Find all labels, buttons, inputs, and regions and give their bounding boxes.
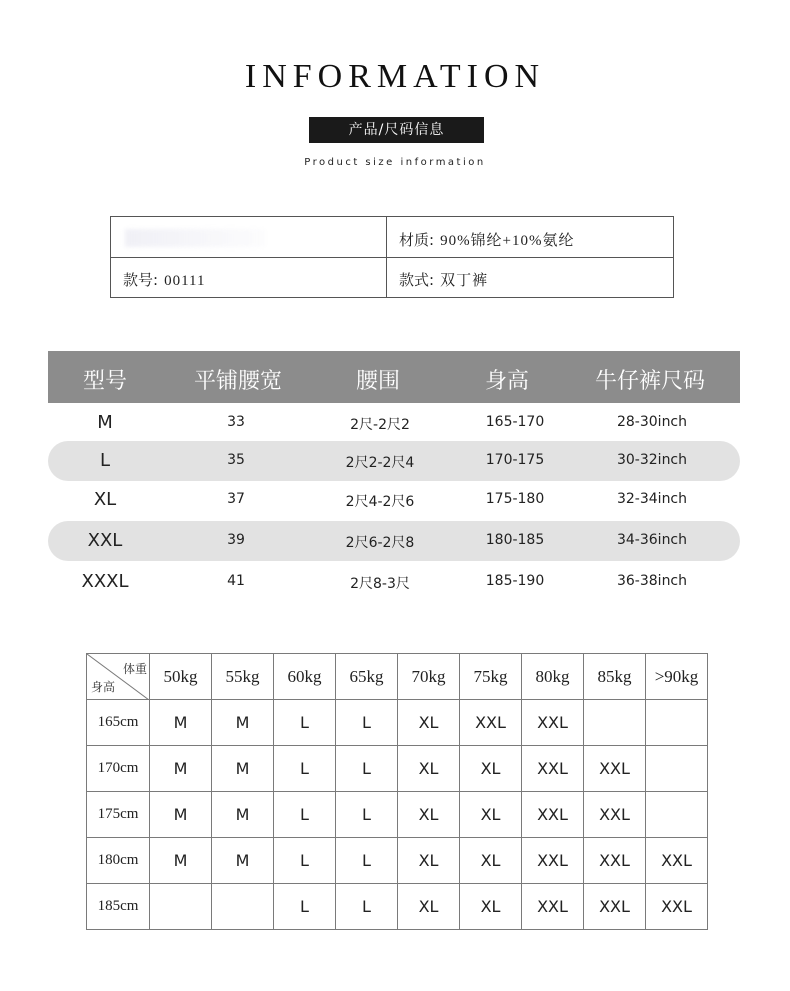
size-model: L (99, 450, 111, 471)
grid-cell: L (336, 838, 398, 884)
grid-cell: XXL (522, 838, 584, 884)
grid-cell: XXL (584, 884, 646, 930)
size-table-header (48, 351, 740, 403)
grid-cell: XL (398, 746, 460, 792)
grid-cell: XL (460, 884, 522, 930)
size-jeans: 32-34inch (616, 491, 688, 507)
grid-cell: L (336, 700, 398, 746)
weight-header: >90kg (646, 654, 708, 700)
grid-cell (646, 700, 708, 746)
size-height: 170-175 (485, 452, 545, 468)
section-badge: 产品/尺码信息 (309, 117, 484, 143)
weight-header: 85kg (584, 654, 646, 700)
weight-header: 80kg (522, 654, 584, 700)
grid-cell: XXL (584, 746, 646, 792)
size-model: XXL (87, 530, 123, 551)
page-title: INFORMATION (244, 58, 546, 95)
grid-corner-cell (87, 654, 150, 700)
header-flat-waist: 平铺腰宽 (193, 369, 283, 394)
grid-cell: XXL (584, 838, 646, 884)
grid-cell: XL (398, 884, 460, 930)
grid-cell (584, 700, 646, 746)
size-waist: 2尺6-2尺8 (345, 535, 415, 551)
grid-cell: L (274, 746, 336, 792)
grid-cell: XXL (522, 700, 584, 746)
size-recommendation-grid (86, 653, 708, 930)
grid-cell: XL (398, 792, 460, 838)
weight-header: 60kg (274, 654, 336, 700)
style-cell (399, 269, 488, 290)
style-no-value: 00111 (164, 273, 206, 289)
grid-cell: XXL (460, 700, 522, 746)
height-header: 185cm (87, 884, 150, 930)
size-height: 180-185 (485, 532, 545, 548)
grid-cell: XXL (522, 746, 584, 792)
grid-cell: L (336, 746, 398, 792)
material-label: 材质: (399, 231, 435, 249)
grid-cell: XXL (522, 884, 584, 930)
grid-cell: XXL (646, 884, 708, 930)
size-row (48, 480, 740, 520)
height-header: 170cm (87, 746, 150, 792)
style-value: 双丁裤 (440, 273, 489, 289)
size-flat-waist: 39 (227, 532, 245, 548)
grid-cell: M (212, 746, 274, 792)
size-jeans: 34-36inch (616, 532, 688, 548)
grid-cell: M (212, 838, 274, 884)
header-jeans-size: 牛仔裤尺码 (594, 369, 706, 394)
grid-cell (212, 884, 274, 930)
size-model: M (97, 412, 113, 433)
grid-cell: L (274, 884, 336, 930)
size-waist: 2尺8-3尺 (350, 576, 410, 592)
grid-cell: M (212, 700, 274, 746)
size-waist: 2尺-2尺2 (350, 417, 410, 433)
grid-cell (150, 884, 212, 930)
grid-cell: XXL (646, 838, 708, 884)
grid-cell: XL (460, 792, 522, 838)
size-height: 185-190 (485, 573, 545, 589)
grid-cell: M (150, 746, 212, 792)
weight-header: 55kg (212, 654, 274, 700)
size-flat-waist: 41 (227, 573, 245, 589)
size-row (48, 403, 740, 443)
style-no-label: 款号: (123, 271, 159, 289)
grid-cell: L (274, 792, 336, 838)
grid-cell: L (336, 884, 398, 930)
height-header: 175cm (87, 792, 150, 838)
grid-cell: M (150, 838, 212, 884)
size-row (48, 441, 740, 481)
size-flat-waist: 37 (227, 491, 245, 507)
size-model: XXXL (81, 571, 129, 592)
product-info-table (110, 216, 674, 298)
grid-cell: XXL (522, 792, 584, 838)
grid-cell: L (274, 700, 336, 746)
material-cell (399, 229, 575, 250)
grid-cell: M (150, 700, 212, 746)
grid-cell: XL (460, 746, 522, 792)
grid-cell: XL (460, 838, 522, 884)
corner-weight-label: 体重 (122, 662, 147, 676)
grid-cell: XXL (584, 792, 646, 838)
size-waist: 2尺4-2尺6 (345, 494, 415, 510)
header-model: 型号 (82, 369, 128, 394)
material-value: 90%锦纶+10%氨纶 (440, 233, 575, 249)
grid-cell: L (336, 792, 398, 838)
corner-height-label: 身高 (91, 680, 116, 694)
size-jeans: 30-32inch (616, 452, 688, 468)
weight-header: 50kg (150, 654, 212, 700)
size-flat-waist: 33 (227, 414, 245, 430)
grid-cell: XL (398, 838, 460, 884)
style-label: 款式: (399, 271, 435, 289)
size-jeans: 36-38inch (616, 573, 688, 589)
size-flat-waist: 35 (227, 452, 245, 468)
grid-cell: L (274, 838, 336, 884)
grid-cell (646, 792, 708, 838)
blurred-brand-area (125, 229, 265, 247)
weight-header: 75kg (460, 654, 522, 700)
grid-cell: M (150, 792, 212, 838)
weight-header: 70kg (398, 654, 460, 700)
grid-cell: XL (398, 700, 460, 746)
weight-header: 65kg (336, 654, 398, 700)
page-subtitle: Product size information (304, 157, 486, 168)
header-height: 身高 (484, 369, 530, 394)
size-row (48, 521, 740, 561)
grid-cell (646, 746, 708, 792)
size-jeans: 28-30inch (616, 414, 688, 430)
header-waist: 腰围 (355, 369, 401, 394)
style-no-cell (123, 269, 205, 290)
size-waist: 2尺2-2尺4 (345, 455, 415, 471)
grid-cell: M (212, 792, 274, 838)
size-row (48, 562, 740, 602)
size-model: XL (93, 489, 117, 510)
info-divider-horizontal (111, 257, 673, 258)
height-header: 180cm (87, 838, 150, 884)
size-height: 165-170 (485, 414, 545, 430)
height-header: 165cm (87, 700, 150, 746)
size-height: 175-180 (485, 491, 545, 507)
